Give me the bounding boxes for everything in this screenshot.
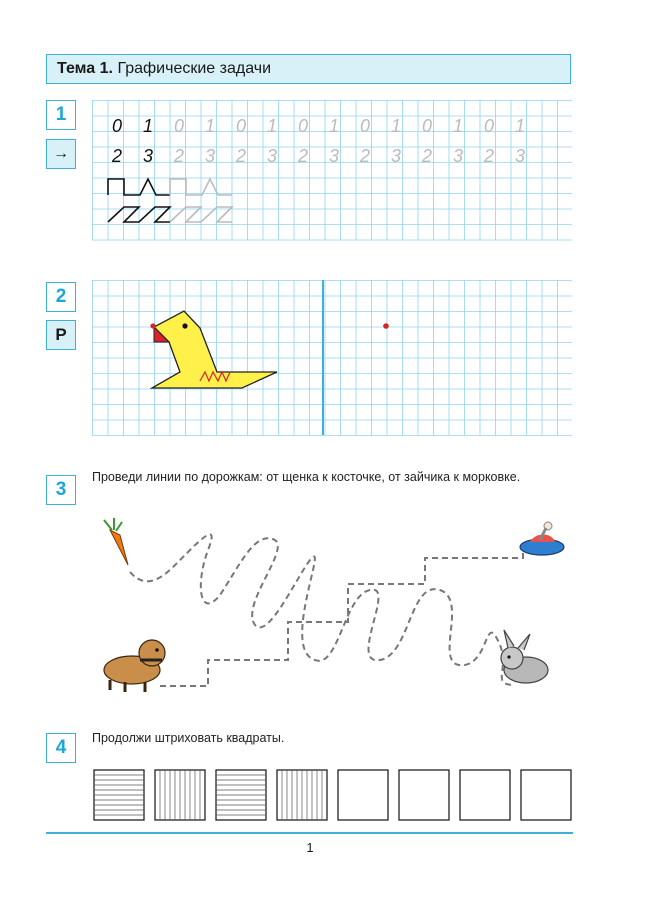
hatch-square-5 — [399, 770, 449, 820]
task-3-instruction: Проведи линии по дорожкам: от щенка к косточке, от зайчика к морковке. — [92, 470, 521, 484]
digit-row2-5: 3 — [267, 146, 278, 166]
hatch-square-6 — [460, 770, 510, 820]
hatch-square-2 — [216, 770, 266, 820]
task-4-number: 4 — [46, 733, 76, 763]
rabbit-icon — [501, 630, 548, 683]
task-2-number: 2 — [46, 282, 76, 312]
digit-row2-8: 2 — [360, 146, 371, 166]
hatch-square-3 — [277, 770, 327, 820]
duck-start-dot — [150, 323, 155, 328]
footer-rule — [46, 832, 573, 834]
path-puppy-to-bone — [160, 548, 523, 686]
digit-row1-0: 0 — [112, 116, 123, 136]
digit-row1-7: 1 — [329, 116, 340, 136]
digit-rows — [111, 116, 525, 166]
digit-row2-1: 3 — [143, 146, 154, 166]
digit-row1-13: 1 — [515, 116, 526, 136]
digit-row2-2: 2 — [174, 146, 185, 166]
arrow-right-icon: → — [46, 139, 76, 169]
copy-start-dot — [383, 323, 389, 329]
task-1-grid — [92, 100, 574, 241]
digit-row2-6: 2 — [298, 146, 309, 166]
task-2-sub-label: Р — [46, 320, 76, 350]
digit-row2-3: 3 — [205, 146, 216, 166]
digit-row1-8: 0 — [360, 116, 371, 136]
digit-row2-13: 3 — [515, 146, 526, 166]
hatch-square-4 — [338, 770, 388, 820]
duck-eye — [182, 323, 187, 328]
puppy-icon — [104, 640, 165, 692]
digit-row1-10: 0 — [422, 116, 433, 136]
page-number: 1 — [306, 840, 314, 855]
hatch-square-7 — [521, 770, 571, 820]
topic-header — [46, 54, 571, 84]
grid-lines — [92, 280, 572, 436]
digit-row2-11: 3 — [453, 146, 464, 166]
duck-body — [152, 311, 277, 388]
task-4-instruction: Продолжи штриховать квадраты. — [92, 731, 285, 745]
pattern-row-1 — [108, 179, 232, 195]
digit-row2-10: 2 — [422, 146, 433, 166]
digit-row2-9: 3 — [391, 146, 402, 166]
digit-row2-12: 2 — [484, 146, 495, 166]
hatch-square-0 — [94, 770, 144, 820]
topic-label: Тема 1. — [57, 60, 113, 77]
duck-picture — [150, 311, 277, 388]
digit-row1-5: 1 — [267, 116, 278, 136]
digit-row2-7: 3 — [329, 146, 340, 166]
digit-row2-4: 2 — [236, 146, 247, 166]
digit-row1-2: 0 — [174, 116, 185, 136]
task-1-number: 1 — [46, 100, 76, 130]
hatch-square-1 — [155, 770, 205, 820]
task-4-squares — [92, 768, 576, 822]
task-3-maze — [90, 510, 575, 700]
digit-row1-4: 0 — [236, 116, 247, 136]
carrot-icon — [104, 518, 128, 565]
digit-row1-9: 1 — [391, 116, 402, 136]
digit-row2-0: 2 — [112, 146, 123, 166]
digit-row1-1: 1 — [143, 116, 154, 136]
digit-row1-3: 1 — [205, 116, 216, 136]
digit-row1-12: 0 — [484, 116, 495, 136]
task-3-number: 3 — [46, 475, 76, 505]
bone-bowl-icon — [520, 522, 564, 555]
task-2-grid — [92, 280, 574, 436]
digit-row1-6: 0 — [298, 116, 309, 136]
digit-row1-11: 1 — [453, 116, 464, 136]
topic-title: Графические задачи — [117, 60, 272, 77]
